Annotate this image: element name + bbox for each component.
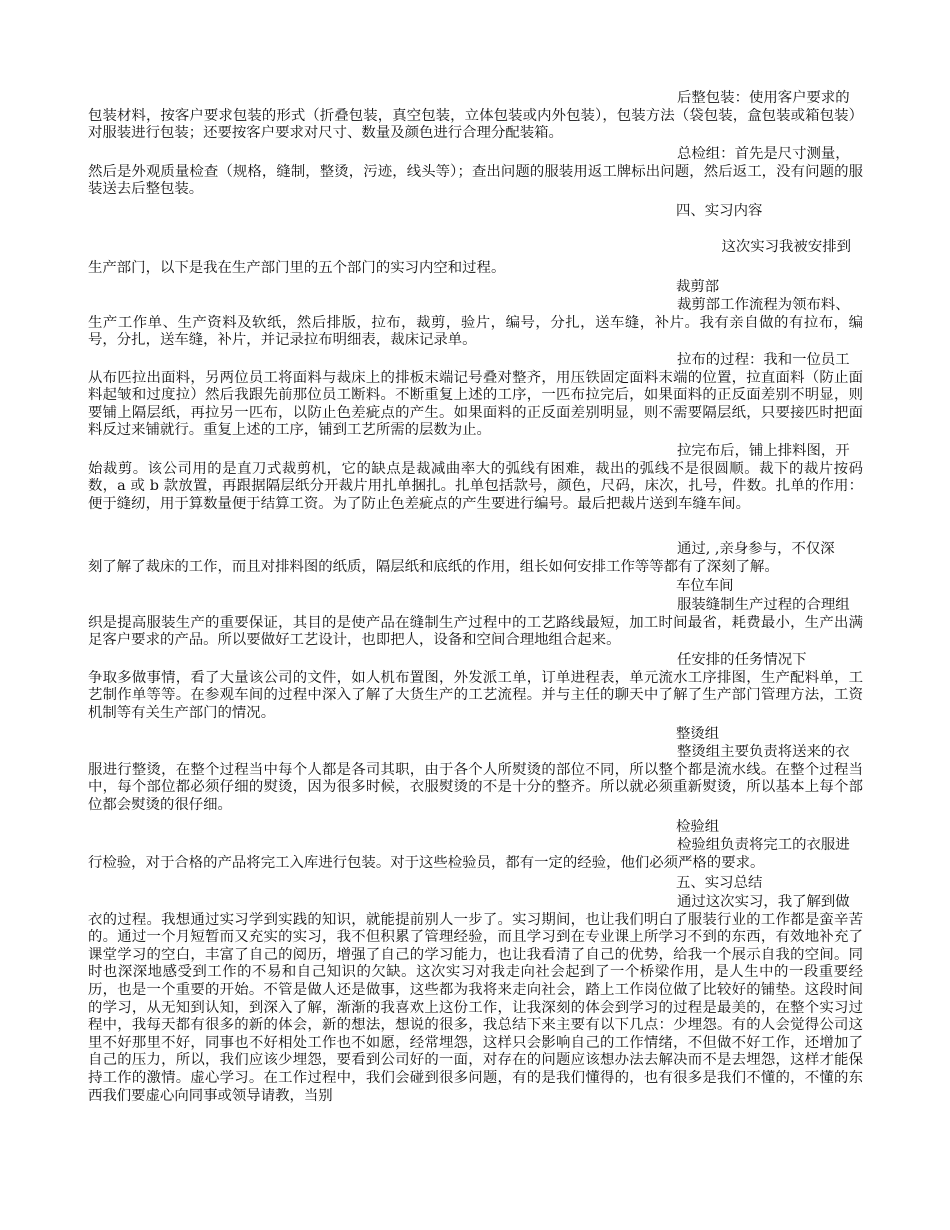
paragraph-body: 衣的过程。我想通过实习学到实践的知识，就能提前别人一步了。实习期间，也让我们明白了服装行业的工作都是蛮辛苦的。通过一个月短暂而又充实的实习，我不但积累了管理经验，而且学习到在专业课上所学习不到的东西，有效地补充了课堂学习的空白，丰富了自己的阅历，增强了自己的学习能力，也让我看清了自己的优势，给我一个展示自我的空间。同时也深深地感受到工作的不易和自己知识的欠缺。这次实习对我走向社会起到了一个桥梁作用，是人生中的一段重要经历，也是一个重要的开始。不管是做人还是做事，这些都为我将来走向社会，踏上工作岗位做了比较好的铺垫。这段时间的学习，从无知到认知，到深入了解，渐渐的我喜欢上这份工作，让我深刻的体会到学习的过程是最美的，在整个实习过程中，我每天都有很多的新的体会，新的想法，想说的很多，我总结下来主要有以下几点：少埋怨。有的人会觉得公司这里不好那里不好，同事也不好相处工作也不如愿，经常埋怨，这样只会影响自己的工作情绪，不但做不好工作，还增加了自己的压力，所以，我们应该少埋怨，要看到公司好的一面，对存在的问题应该想办法去解决而不是去埋怨，这样才能保持工作的激情。虚心学习。在工作过程中，我们会碰到很多问题，有的是我们懂得的，也有很多是我们不懂的，不懂的东西我们要虚心向同事或领导请教，当别 xyxy=(88,911,863,1104)
subsection-heading-ironing: 整烫组 xyxy=(676,726,720,742)
paragraph-body: 生产工作单、生产资料及软纸，然后排版，拉布，裁剪，验片，编号，分扎，送车缝，补片。我有亲自做的有拉布，编号，分扎，送车缝，补片，并记录拉布明细表，裁床记录单。 xyxy=(88,314,863,349)
paragraph-participation xyxy=(88,541,863,576)
paragraph-body: 行检验，对于合格的产品将完工入库进行包装。对于这些检验员，都有一定的经验，他们必须严格的要求。 xyxy=(88,854,765,871)
paragraph-body: 服进行整烫，在整个过程当中每个人都是各司其职，由于各个人所熨烫的部位不同，所以整个都是流水线。在整个过程当中，每个部位都必须仔细的熨烫，因为很多时候，衣服熨烫的不是十分的整齐。所以就必须重新熨烫，所以基本上每个部位都会熨烫的很仔细。 xyxy=(88,761,863,813)
section-heading-internship-summary: 五、实习总结 xyxy=(676,875,763,891)
paragraph-body: 争取多做事情，看了大量该公司的文件，如人机布置图，外发派工单，订单进程表，单元流水工序排图，生产配料单，工艺制作单等等。在参观车间的过程中深入了解了大货生产的工艺流程。并与主任的聊天中了解了生产部门管理方法，工资机制等有关生产部门的情况。 xyxy=(88,669,863,721)
paragraph-lead: 裁剪部工作流程为领布料、 xyxy=(677,297,850,313)
section-heading-internship-content: 四、实习内容 xyxy=(676,203,763,219)
paragraph-assigned-tasks xyxy=(88,652,863,722)
subsection-heading-sewing-workshop: 车位车间 xyxy=(676,578,734,594)
paragraph-body: 刻了解了裁床的工作，而且对排料图的纸质，隔层纸和底纸的作用，组长如何安排工作等等都有了深刻了解。 xyxy=(88,558,779,575)
paragraph-ironing xyxy=(88,744,863,814)
paragraph-body: 始裁剪。该公司用的是直刀式裁剪机，它的缺点是裁减曲率大的弧线有困难，裁出的弧线不是很圆顺。裁下的裁片按码数，a 或 b 款放置，再跟据隔层纸分开裁片用扎单捆扎。扎单包括款号，颜色，尺码，床次，扎号，件数。扎单的作用：便于缝纫，用于算数量便于结算工资。为了防止色差疵点的产生要进行编号。最后把裁片送到车缝车间。 xyxy=(88,460,863,512)
subsection-heading-inspection: 检验组 xyxy=(676,819,720,835)
paragraph-cutting-process xyxy=(88,443,863,513)
paragraph-lead: 后整包装：使用客户要求的 xyxy=(677,90,850,106)
paragraph-sewing-organization xyxy=(88,597,863,650)
paragraph-body: 生产部门，以下是我在生产部门里的五个部门的实习内空和过程。 xyxy=(88,260,506,276)
paragraph-cutting-workflow xyxy=(88,297,863,350)
paragraph-body: 包装材料，按客户要求包装的形式（折叠包装，真空包装，立体包装或内外包装），包装方法（袋包装，盒包装或箱包装）对服装进行包装；还要按客户要求对尺寸、数量及颜色进行合理分配装箱。 xyxy=(88,107,863,142)
paragraph-lead: 这次实习我被安排到 xyxy=(721,239,851,255)
paragraph-lead: 任安排的任务情况下 xyxy=(677,652,807,668)
paragraph-body: 从布匹拉出面料，另两位员工将面料与裁床上的排板末端记号叠对整齐，用压铁固定面料末端的位置，拉直面料（防止面料起皱和过度拉）然后我跟先前那位员工断料。不断重复上述的工序，一匹布拉完后，如果面料的正反面差别不明显，则要铺上隔层纸，再拉另一匹布，以防止色差疵点的产生。如果面料的正反面差别明显，则不需要隔层纸，只要接匹时把面料反过来铺就行。重复上述的工序，铺到工艺所需的层数为止。 xyxy=(88,369,863,439)
paragraph-lead: 通过, ,亲身参与，不仅深 xyxy=(677,541,835,557)
paragraph-summary xyxy=(88,894,863,1105)
paragraph-lead: 总检组：首先是尺寸测量， xyxy=(677,146,850,162)
paragraph-lead: 检验组负责将完工的衣服进 xyxy=(677,837,850,853)
paragraph-lead: 通过这次实习，我了解到做 xyxy=(677,894,850,910)
paragraph-inspection xyxy=(88,837,863,872)
paragraph-final-inspection xyxy=(88,146,863,199)
subsection-heading-cutting: 裁剪部 xyxy=(676,279,720,295)
paragraph-spreading-process xyxy=(88,352,863,440)
paragraph-post-packaging xyxy=(88,90,863,143)
paragraph-lead: 拉布的过程：我和一位员工 xyxy=(677,352,850,368)
paragraph-body: 然后是外观质量检查（规格，缝制，整烫，污迹，线头等）；查出问题的服装用返工牌标出问题，然后返工，没有问题的服装送去后整包装。 xyxy=(88,163,863,198)
paragraph-lead: 拉完布后，铺上排料图，开 xyxy=(677,443,850,459)
paragraph-lead: 服装缝制生产过程的合理组 xyxy=(677,597,850,613)
paragraph-lead: 整烫组主要负责将送来的衣 xyxy=(677,744,850,760)
paragraph-body: 织是提高服装生产的重要保证，其目的是使产品在缝制生产过程中的工艺路线最短，加工时间最省，耗费最小，生产出满足客户要求的产品。所以要做好工艺设计，也即把人，设备和空间合理地组合起来。 xyxy=(88,614,863,649)
